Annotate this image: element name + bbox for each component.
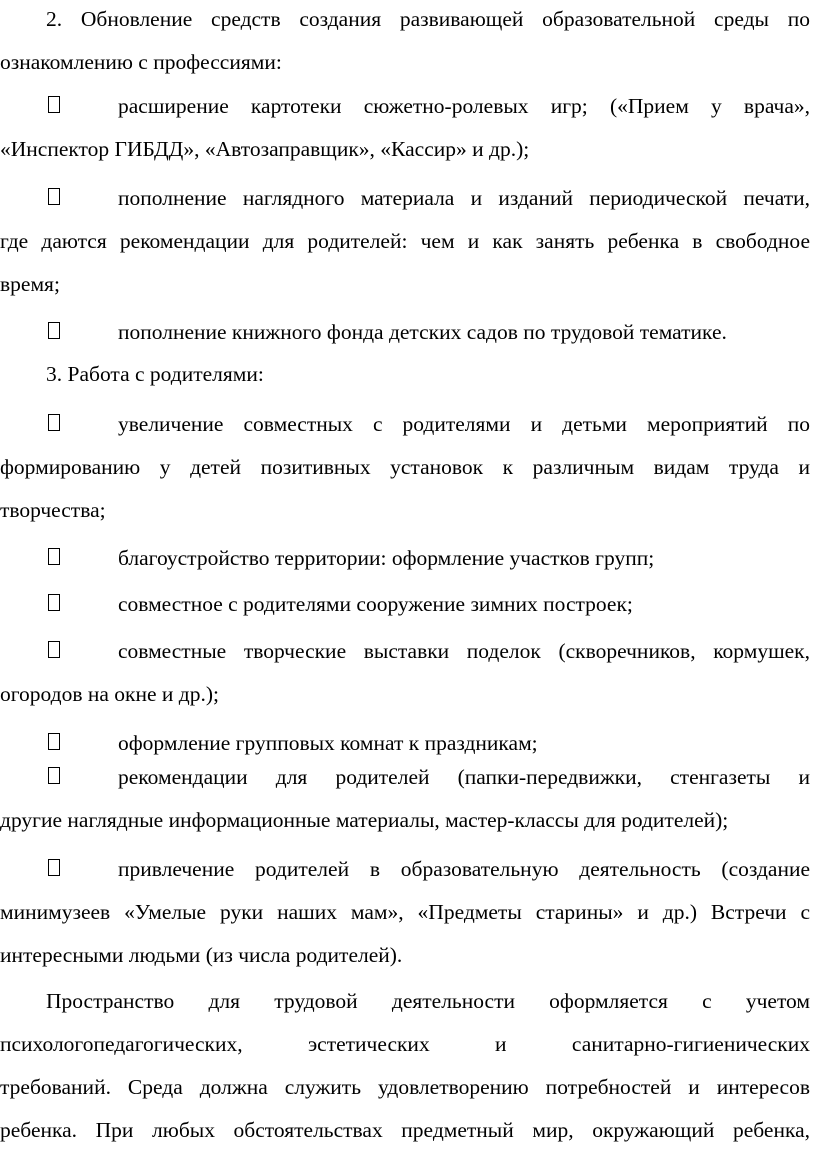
paragraph-line: Пространство для трудовой деятельности оформляется с учетом	[46, 989, 810, 1013]
paragraph-line: психологопедагогических, эстетических и санитарно-гигиенических	[0, 1032, 810, 1056]
list-item: совместное с родителями сооружение зимних построек;	[118, 592, 633, 616]
list-item-continuation: время;	[0, 272, 60, 296]
paragraph-line: ознакомлению с профессиями:	[0, 50, 282, 74]
list-item-continuation: интересными людьми (из числа родителей).	[0, 943, 403, 967]
list-item: привлечение родителей в образовательную деятельность (создание	[118, 857, 810, 881]
list-item: увеличение совместных с родителями и детьми мероприятий по	[118, 412, 810, 436]
list-item-continuation: «Инспектор ГИБДД», «Автозаправщик», «Кассир» и др.);	[0, 137, 530, 161]
list-item: пополнение наглядного материала и изданий периодической печати,	[118, 186, 810, 210]
bullet-box-icon	[48, 594, 60, 611]
section-heading: 3. Работа с родителями:	[46, 362, 264, 386]
list-item: оформление групповых комнат к праздникам;	[118, 731, 538, 755]
list-item: расширение картотеки сюжетно-ролевых игр; («Прием у врача»,	[118, 94, 810, 118]
bullet-box-icon	[48, 767, 60, 784]
list-item-continuation: огородов на окне и др.);	[0, 682, 219, 706]
bullet-box-icon	[48, 96, 60, 113]
bullet-box-icon	[48, 322, 60, 339]
list-item: рекомендации для родителей (папки-передвижки, стенгазеты и	[118, 765, 810, 789]
bullet-box-icon	[48, 548, 60, 565]
bullet-box-icon	[48, 414, 60, 431]
paragraph-line: требований. Среда должна служить удовлетворению потребностей и интересов	[0, 1075, 810, 1099]
paragraph-line: ребенка. При любых обстоятельствах предметный мир, окружающий ребенка,	[0, 1118, 810, 1142]
bullet-box-icon	[48, 641, 60, 658]
list-item-continuation: другие наглядные информационные материалы, мастер-классы для родителей);	[0, 808, 729, 832]
list-item-continuation: где даются рекомендации для родителей: чем и как занять ребенка в свободное	[0, 229, 810, 253]
list-item: совместные творческие выставки поделок (скворечников, кормушек,	[118, 639, 810, 663]
list-item-continuation: творчества;	[0, 498, 106, 522]
bullet-box-icon	[48, 188, 60, 205]
paragraph-line: 2. Обновление средств создания развивающей образовательной среды по	[46, 7, 810, 31]
list-item: благоустройство территории: оформление участков групп;	[118, 546, 655, 570]
list-item-continuation: формированию у детей позитивных установок к различным видам труда и	[0, 455, 810, 479]
list-item: пополнение книжного фонда детских садов по трудовой тематике.	[118, 320, 727, 344]
bullet-box-icon	[48, 733, 60, 750]
list-item-continuation: минимузеев «Умелые руки наших мам», «Предметы старины» и др.) Встречи с	[0, 900, 810, 924]
bullet-box-icon	[48, 859, 60, 876]
